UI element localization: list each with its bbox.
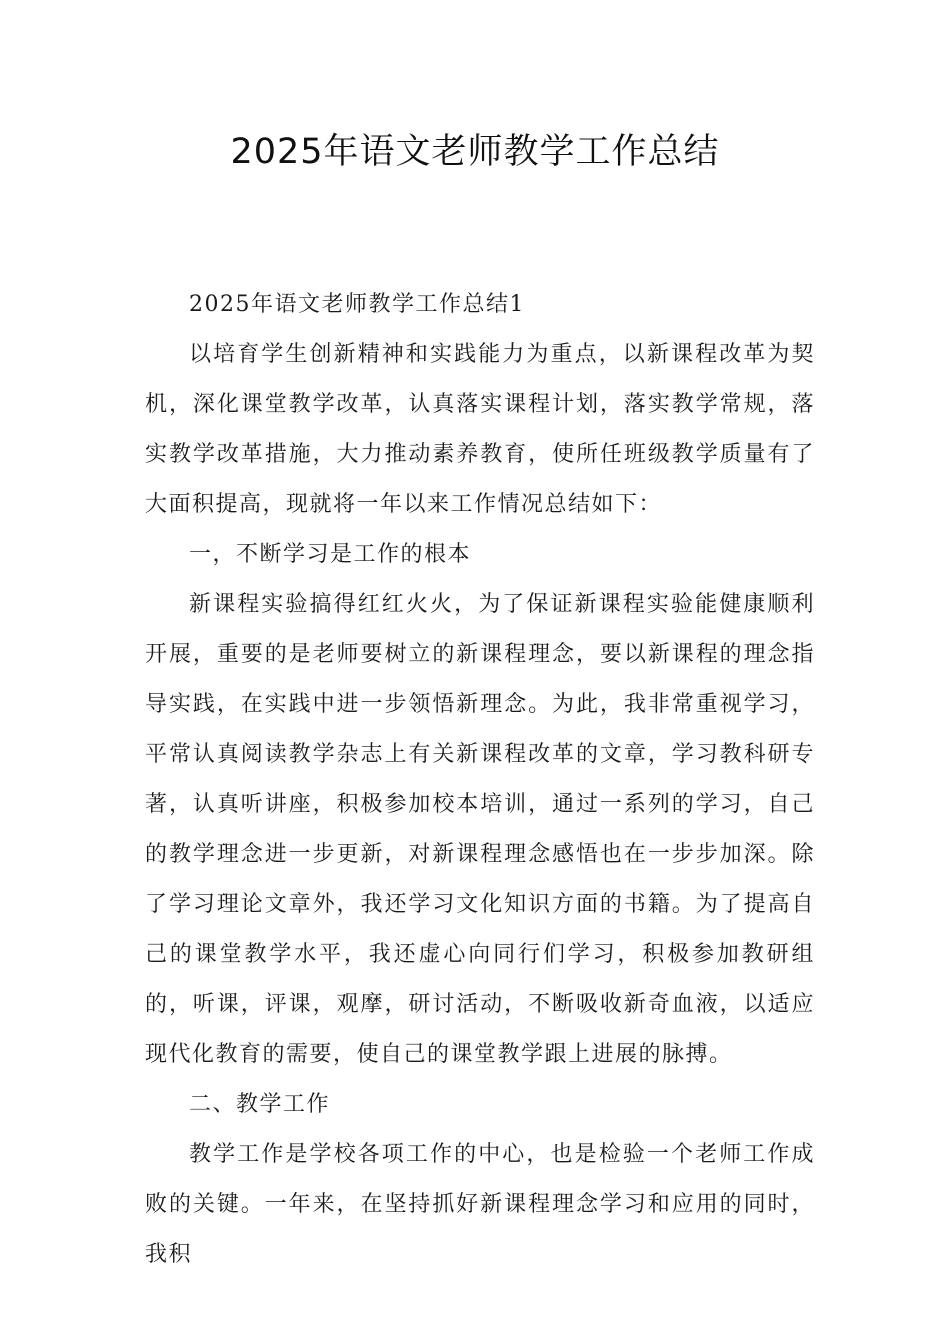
- document-title: 2025年语文老师教学工作总结: [230, 132, 720, 172]
- section-heading: 2025年语文老师教学工作总结1: [189, 292, 525, 317]
- section-heading: 二、教学工作: [189, 1092, 331, 1117]
- paragraph: 教学工作是学校各项工作的中心，也是检验一个老师工作成败的关键。一年来，在坚持抓好新课程理念学习和应用的同时，我积: [145, 1142, 815, 1267]
- paragraph: 以培育学生创新精神和实践能力为重点，以新课程改革为契机，深化课堂教学改革，认真落实课程计划，落实教学常规，落实教学改革措施，大力推动素养教育，使所任班级教学质量有了大面积提高，现就将一年以来工作情况总结如下：: [145, 342, 815, 517]
- section-heading: 一，不断学习是工作的根本: [189, 542, 472, 567]
- paragraph: 新课程实验搞得红红火火，为了保证新课程实验能健康顺利开展，重要的是老师要树立的新课程理念，要以新课程的理念指导实践，在实践中进一步领悟新理念。为此，我非常重视学习，平常认真阅读教学杂志上有关新课程改革的文章，学习教科研专著，认真听讲座，积极参加校本培训，通过一系列的学习，自己的教学理念进一步更新，对新课程理念感悟也在一步步加深。除了学习理论文章外，我还学习文化知识方面的书籍。为了提高自己的课堂教学水平，我还虚心向同行们学习，积极参加教研组的，听课，评课，观摩，研讨活动，不断吸收新奇血液，以适应现代化教育的需要，使自己的课堂教学跟上进展的脉搏。: [145, 592, 815, 1067]
- document-body: [145, 280, 815, 1280]
